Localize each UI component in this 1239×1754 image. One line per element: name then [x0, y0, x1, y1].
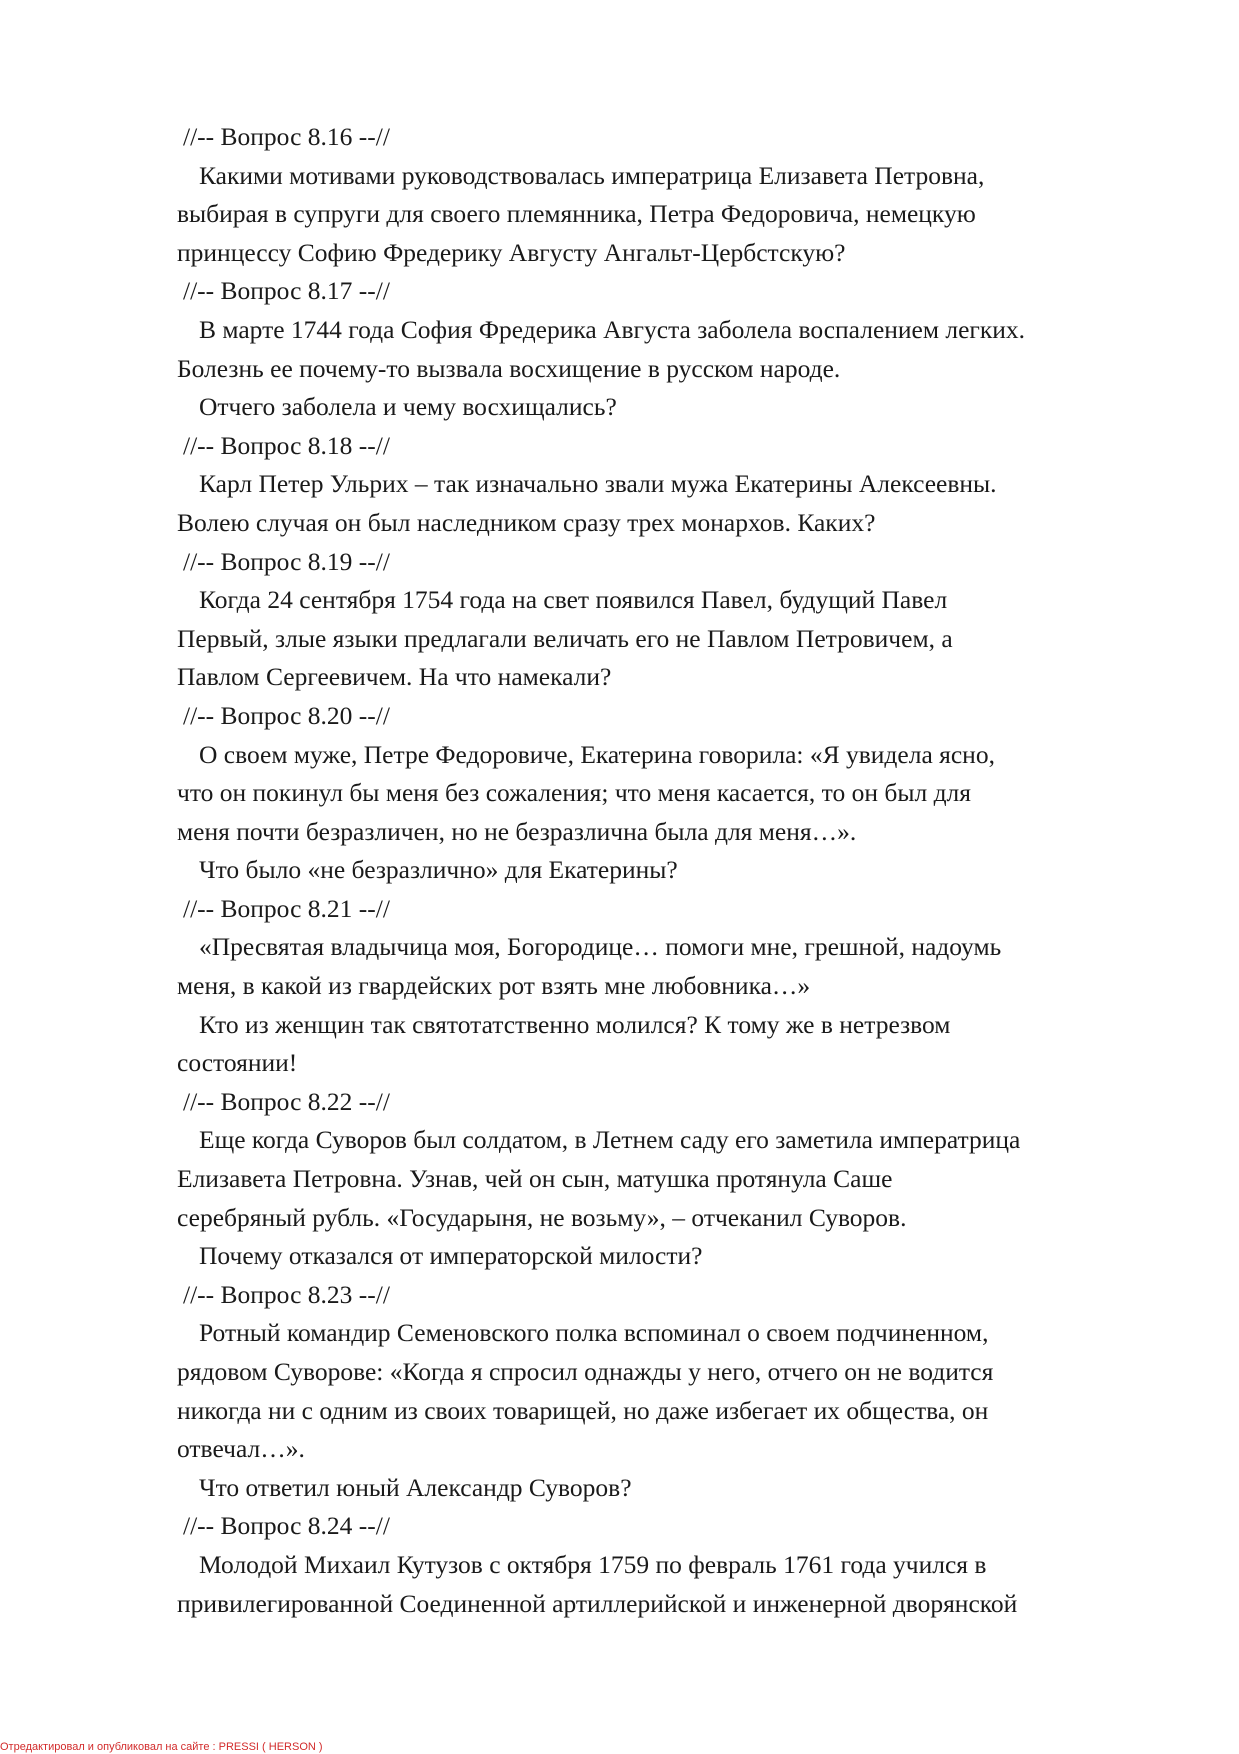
text-line: Молодой Михаил Кутузов с октября 1759 по февраль 1761 года учился в — [199, 1549, 987, 1579]
text-line: выбирая в супруги для своего племянника, Петра Федоровича, немецкую — [177, 199, 976, 229]
text-line: Кто из женщин так святотатственно молился? К тому же в нетрезвом — [199, 1009, 951, 1039]
text-line: никогда ни с одним из своих товарищей, но даже избегает их общества, он — [177, 1395, 989, 1425]
text-line: Какими мотивами руководствовалась императрица Елизавета Петровна, — [199, 160, 985, 190]
text-line: Карл Петер Ульрих – так изначально звали мужа Екатерины Алексеевны. — [199, 469, 997, 499]
text-line: Болезнь ее почему-то вызвала восхищение в русском народе. — [177, 353, 841, 383]
text-line: Елизавета Петровна. Узнав, чей он сын, матушка протянула Саше — [177, 1164, 893, 1194]
text-line: Что было «не безразлично» для Екатерины? — [199, 855, 678, 885]
text-line: Почему отказался от императорской милости? — [199, 1241, 703, 1271]
text-line: Ротный командир Семеновского полка вспоминал о своем подчиненном, — [199, 1318, 989, 1348]
text-line: «Пресвятая владычица моя, Богородице… помоги мне, грешной, надоумь — [199, 932, 1002, 962]
question-marker: //-- Вопрос 8.22 --// — [183, 1086, 390, 1116]
text-lines — [177, 118, 1177, 1623]
question-marker: //-- Вопрос 8.21 --// — [183, 893, 390, 923]
text-line: рядовом Суворове: «Когда я спросил однажды у него, отчего он не водится — [177, 1357, 994, 1386]
text-line: меня, в какой из гвардейских рот взять мне любовника…» — [177, 971, 811, 1001]
text-line: Павлом Сергеевичем. На что намекали? — [177, 662, 612, 692]
text-line: О своем муже, Петре Федоровиче, Екатерина говорила: «Я увидела ясно, — [199, 739, 995, 769]
text-line: принцессу Софию Фредерику Августу Ангальт-Цербстскую? — [177, 237, 846, 267]
question-marker: //-- Вопрос 8.23 --// — [183, 1279, 390, 1309]
text-line: Еще когда Суворов был солдатом, в Летнем саду его заметила императрица — [199, 1125, 1021, 1155]
question-marker: //-- Вопрос 8.19 --// — [183, 546, 390, 576]
text-line: отвечал…». — [177, 1434, 305, 1464]
text-line: привилегированной Соединенной артиллерийской и инженерной дворянской — [177, 1588, 1018, 1618]
text-line: Первый, злые языки предлагали величать его не Павлом Петровичем, а — [177, 623, 953, 653]
text-line: Отчего заболела и чему восхищались? — [199, 392, 617, 422]
question-marker: //-- Вопрос 8.18 --// — [183, 430, 390, 460]
question-marker: //-- Вопрос 8.20 --// — [183, 700, 390, 730]
question-marker: //-- Вопрос 8.17 --// — [183, 276, 390, 306]
footer-credit: Отредактировал и опубликовал на сайте : PRESSI ( HERSON ) — [0, 1741, 323, 1753]
text-line: состоянии! — [177, 1048, 298, 1078]
text-line: Когда 24 сентября 1754 года на свет появился Павел, будущий Павел — [199, 585, 948, 615]
text-line: Волею случая он был наследником сразу трех монархов. Каких? — [177, 507, 876, 537]
text-line: что он покинул бы меня без сожаления; что меня касается, то он был для — [177, 778, 971, 808]
text-line: В марте 1744 года София Фредерика Августа заболела воспалением легких. — [199, 314, 1026, 344]
text-line: серебряный рубль. «Государыня, не возьму», – отчеканил Суворов. — [177, 1202, 907, 1232]
text-line: меня почти безразличен, но не безразлична была для меня…». — [177, 816, 857, 846]
question-marker: //-- Вопрос 8.16 --// — [183, 122, 390, 151]
question-marker: //-- Вопрос 8.24 --// — [183, 1511, 390, 1541]
text-line: Что ответил юный Александр Суворов? — [199, 1472, 632, 1502]
document-body — [177, 118, 1177, 1623]
